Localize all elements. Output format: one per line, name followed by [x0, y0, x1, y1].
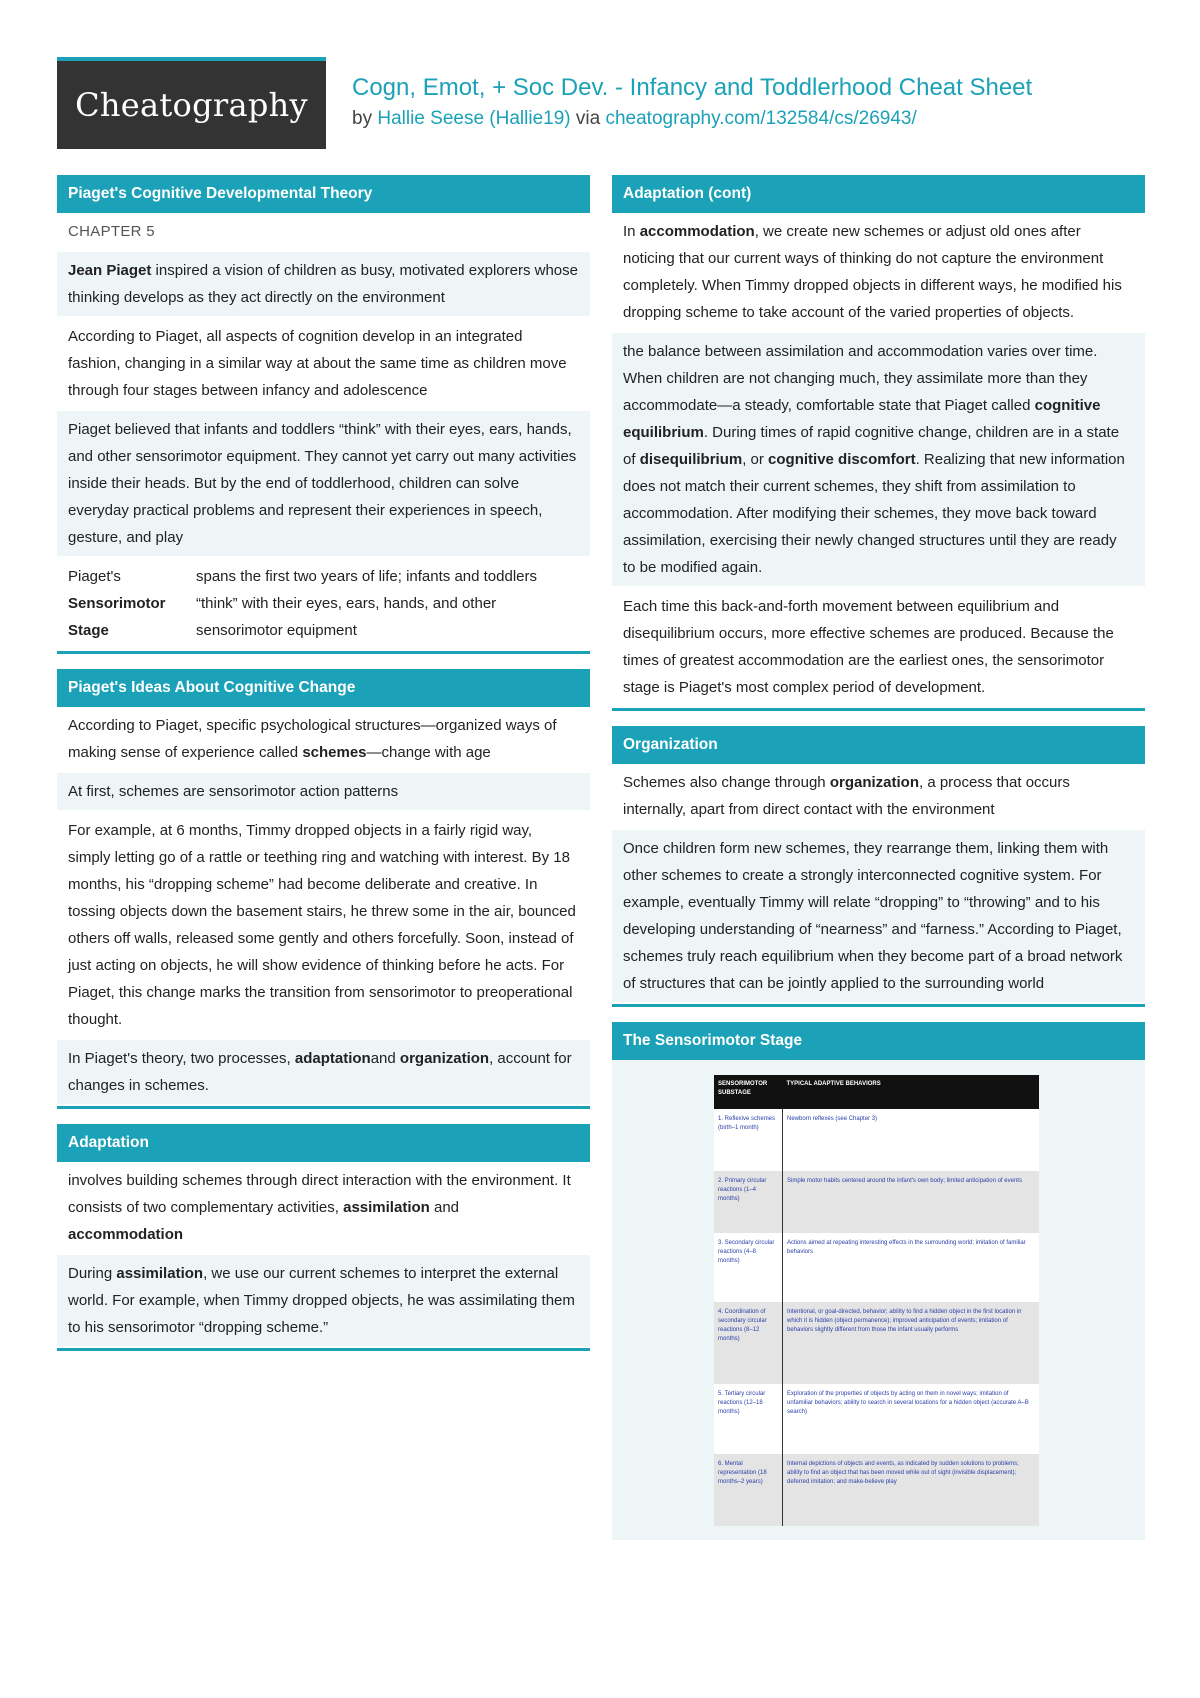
table-cell: 4. Coordination of secondary circular reactions (8–12 months)	[714, 1302, 783, 1384]
table-row	[714, 1171, 1039, 1233]
term-bold: cognitive equilibrium	[623, 397, 1101, 441]
item-text: In Piaget's theory, two processes,	[68, 1050, 295, 1067]
table-cell: Actions aimed at repeating interesting effects in the surrounding world; imitation of familiar behaviors	[783, 1233, 1040, 1302]
list-item: Piaget believed that infants and toddlers “think” with their eyes, ears, hands, and other sensorimotor equipment. They cannot yet carry out many activities inside their heads. But by the end of toddlerhood, children can solve everyday practical problems and represent their experiences in speech, gesture, and play	[57, 411, 590, 558]
term-bold: disequilibrium	[639, 451, 743, 468]
term-bold: assimilation	[343, 1199, 430, 1216]
item-text: Schemes also change through	[623, 774, 830, 791]
section-rows	[612, 764, 1145, 1004]
author-link[interactable]: Hallie Seese (Hallie19)	[377, 108, 571, 129]
section-title: Piaget's Cognitive Developmental Theory	[57, 175, 590, 213]
table-cell: Exploration of the properties of objects by acting on them in novel ways; imitation of unfamiliar behaviors; ability to search in several locations for a hidden object (accurate A–B search)	[783, 1384, 1040, 1454]
term-bold: organization	[829, 774, 919, 791]
item-text: and	[370, 1050, 400, 1067]
item-text: . During times of rapid cognitive change, children are in a state of	[623, 424, 1120, 468]
table-header: TYPICAL ADAPTIVE BEHAVIORS	[783, 1075, 1040, 1109]
table-cell: 1. Reflexive schemes (birth–1 month)	[714, 1109, 783, 1171]
table-cell: Intentional, or goal-directed, behavior; ability to find a hidden object in the first location in which it is hidden (object permanence); improved anticipation of events; imitation of behaviors slightly different from those the infant usually performs	[783, 1302, 1040, 1384]
right-column	[612, 175, 1145, 1555]
table-row	[714, 1454, 1039, 1526]
item-text: During	[68, 1265, 117, 1282]
term-bold: adaptation	[294, 1050, 371, 1067]
item-text: , a process that occurs internally, apart from direct contact with the environment	[623, 774, 1070, 818]
item-text: According to Piaget, specific psychological structures—organized ways of making sense of experience called	[68, 717, 557, 761]
item-text: , we create new schemes or adjust old ones after noticing that our current ways of thinking do not capture the environment completely. When Timmy dropped objects in different ways, he modified his dropping scheme to take account of the varied properties of objects.	[623, 223, 1122, 321]
list-item	[57, 1255, 590, 1348]
section-rows	[57, 213, 590, 651]
section-adaptation-cont	[612, 175, 1145, 711]
page-title: Cogn, Emot, + Soc Dev. - Infancy and Toddlerhood Cheat Sheet	[352, 74, 1033, 101]
list-item	[57, 1162, 590, 1255]
term-bold: assimilation	[116, 1265, 204, 1282]
table-cell: Newborn reflexes (see Chapter 3)	[783, 1109, 1040, 1171]
section-organization	[612, 726, 1145, 1007]
list-item: According to Piaget, all aspects of cognition develop in an integrated fashion, changing in a similar way at about the same time as children move through four stages between infancy and adolescence	[57, 318, 590, 411]
list-item	[612, 333, 1145, 588]
item-text: , account for changes in schemes.	[68, 1050, 572, 1094]
table-row	[714, 1302, 1039, 1384]
table-cell: 2. Primary circular reactions (1–4 months)	[714, 1171, 783, 1233]
term-bold: Jean Piaget	[68, 262, 152, 279]
item-text: the balance between assimilation and accommodation varies over time. When children are not changing much, they assimilate more than they accommodate—a steady, comfortable state that Piaget called	[623, 343, 1098, 414]
table-row	[714, 1233, 1039, 1302]
section-cognitive-theory	[57, 175, 590, 654]
list-item	[57, 558, 590, 651]
section-rows	[57, 707, 590, 1106]
via-label: via	[575, 108, 601, 129]
section-rows	[612, 213, 1145, 708]
item-text: In	[623, 223, 640, 240]
table-row	[714, 1384, 1039, 1454]
term-bold: organization	[399, 1050, 490, 1067]
section-title: The Sensorimotor Stage	[612, 1022, 1145, 1060]
section-title: Piaget's Ideas About Cognitive Change	[57, 669, 590, 707]
table-cell: 6. Mental representation (18 months–2 years)	[714, 1454, 783, 1526]
table-cell: 5. Tertiary circular reactions (12–18 months)	[714, 1384, 783, 1454]
list-item: Each time this back-and-forth movement between equilibrium and disequilibrium occurs, more effective schemes are produced. Because the times of greatest accommodation are the earliest ones, the sensorimotor stage is Piaget's most complex period of development.	[612, 588, 1145, 708]
byline	[352, 108, 917, 130]
sheet-url-link[interactable]: cheatography.com/132584/cs/26943/	[605, 108, 917, 129]
term-bold: accommodation	[639, 223, 755, 240]
term-bold: cognitive discomfort	[768, 451, 916, 468]
section-adaptation	[57, 1124, 590, 1351]
table-header-row	[714, 1075, 1039, 1109]
list-item	[57, 252, 590, 318]
list-item	[57, 707, 590, 773]
table-cell: 3. Secondary circular reactions (4–8 months)	[714, 1233, 783, 1302]
section-title: Organization	[612, 726, 1145, 764]
cheatography-logo[interactable]	[57, 57, 326, 149]
section-sensorimotor-stage	[612, 1022, 1145, 1540]
term-bold: accommodation	[68, 1226, 184, 1243]
list-item	[57, 1040, 590, 1106]
item-text: involves building schemes through direct interaction with the environment. It consists of two complementary activities,	[68, 1172, 571, 1216]
list-item	[612, 213, 1145, 333]
logo-text: Cheatography	[75, 86, 308, 124]
item-text: , we use our current schemes to interpret the external world. For example, when Timmy dropped objects, he was assimilating them to his sensorimotor “dropping scheme.”	[68, 1265, 575, 1336]
item-text: . Realizing that new information does not match their current schemes, they shift from assimilation to accommodation. After modifying their schemes, they move back toward assimilation, exercising their newly changed structures until they are ready to be modified again.	[623, 451, 1125, 576]
section-rows	[57, 1162, 590, 1348]
section-title: Adaptation	[57, 1124, 590, 1162]
item-text: inspired a vision of children as busy, motivated explorers whose thinking develops as they act directly on the environment	[68, 262, 578, 306]
item-text: —change with age	[366, 744, 491, 761]
item-text: , or	[742, 451, 769, 468]
term-bold: schemes	[302, 744, 367, 761]
chapter-label: CHAPTER 5	[57, 213, 590, 252]
table-cell: Simple motor habits centered around the infant's own body; limited anticipation of events	[783, 1171, 1040, 1233]
table-row	[714, 1109, 1039, 1171]
sensorimotor-table	[714, 1075, 1039, 1526]
table-header: SENSORIMOTOR SUBSTAGE	[714, 1075, 783, 1109]
term-key-bold: Sensorimotor Stage	[68, 595, 166, 639]
term-key	[68, 563, 196, 644]
list-item	[612, 764, 1145, 830]
left-column	[57, 175, 590, 1366]
term-key-line: Piaget's	[68, 568, 121, 585]
section-title: Adaptation (cont)	[612, 175, 1145, 213]
term-value: spans the first two years of life; infants and toddlers “think” with their eyes, ears, hands, and other sensorimotor equipment	[196, 568, 538, 639]
list-item: At first, schemes are sensorimotor action patterns	[57, 773, 590, 812]
section-ideas-cognitive-change	[57, 669, 590, 1109]
item-text: and	[429, 1199, 460, 1216]
list-item: Once children form new schemes, they rearrange them, linking them with other schemes to create a strongly interconnected cognitive system. For example, eventually Timmy will relate “dropping” to “throwing” and to his developing understanding of “nearness” and “farness.” According to Piaget, schemes truly reach equilibrium when they become part of a broad network of structures that can be jointly applied to the surrounding world	[612, 830, 1145, 1004]
table-cell: Internal depictions of objects and events, as indicated by sudden solutions to problems; ability to find an object that has been moved while out of sight (invisible displacement); deferred imitation; and make-believe play	[783, 1454, 1040, 1526]
list-item: For example, at 6 months, Timmy dropped objects in a fairly rigid way, simply letting go of a rattle or teething ring and watching with interest. By 18 months, his “dropping scheme” had become deliberate and creative. In tossing objects down the basement stairs, he threw some in the air, bounced others off walls, released some gently and others forcefully. Soon, instead of just acting on objects, he will show evidence of thinking before he acts. For Piaget, this change marks the transition from sensorimotor to preoperational thought.	[57, 812, 590, 1040]
table-image	[612, 1060, 1145, 1540]
by-label: by	[352, 108, 373, 129]
